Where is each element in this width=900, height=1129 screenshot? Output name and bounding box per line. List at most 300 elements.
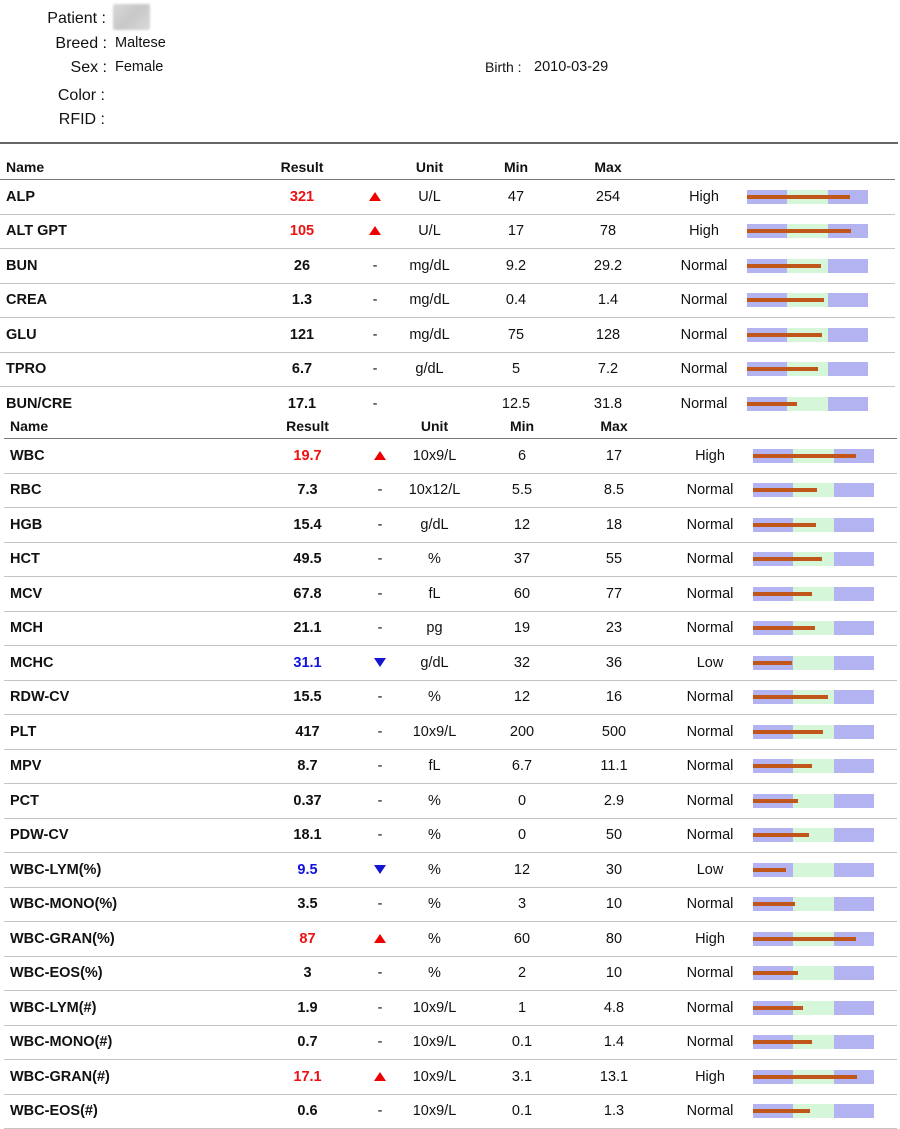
flag-indicator: - bbox=[374, 991, 386, 1026]
out-of-range-segment bbox=[834, 587, 874, 601]
range-bar-cell bbox=[753, 991, 897, 1026]
range-bar-cell bbox=[753, 542, 897, 577]
reference-min: 12.5 bbox=[501, 395, 531, 412]
reference-max: 30 bbox=[561, 853, 667, 888]
out-of-range-segment bbox=[834, 966, 874, 980]
test-unit: pg bbox=[386, 611, 483, 646]
hematology-table bbox=[4, 414, 897, 1129]
reference-min: 6 bbox=[483, 439, 561, 474]
flag-indicator: - bbox=[368, 318, 382, 353]
test-result: 8.7 bbox=[241, 749, 374, 784]
out-of-range-segment bbox=[828, 362, 868, 376]
test-result: 17.1 bbox=[287, 395, 317, 412]
reference-max: 55 bbox=[561, 542, 667, 577]
reference-max: 10 bbox=[561, 887, 667, 922]
range-bar bbox=[753, 587, 874, 601]
test-name: WBC-MONO(#) bbox=[4, 1025, 241, 1060]
test-unit: % bbox=[386, 887, 483, 922]
test-name: WBC-LYM(%) bbox=[4, 853, 241, 888]
result-level-marker bbox=[753, 557, 822, 561]
result-level-marker bbox=[753, 626, 815, 630]
range-bar-cell bbox=[753, 922, 897, 957]
reference-max: 4.8 bbox=[561, 991, 667, 1026]
flag-indicator: - bbox=[374, 542, 386, 577]
result-level-marker bbox=[747, 333, 822, 337]
reference-max: 10 bbox=[561, 956, 667, 991]
table-row bbox=[0, 180, 895, 215]
reference-max: 11.1 bbox=[561, 749, 667, 784]
table-row bbox=[4, 956, 897, 991]
range-bar bbox=[753, 725, 874, 739]
out-of-range-segment bbox=[828, 328, 868, 342]
result-level-marker bbox=[753, 764, 812, 768]
test-result: 0.37 bbox=[241, 784, 374, 819]
out-of-range-segment bbox=[828, 259, 868, 273]
test-name: RBC bbox=[4, 473, 241, 508]
flag-indicator: - bbox=[374, 715, 386, 750]
reference-max: 500 bbox=[561, 715, 667, 750]
reference-min: 0.1 bbox=[483, 1094, 561, 1129]
flag-indicator bbox=[368, 180, 382, 215]
test-result: 0.6 bbox=[241, 1094, 374, 1129]
out-of-range-segment bbox=[834, 897, 874, 911]
test-name: WBC-EOS(#) bbox=[4, 1094, 241, 1129]
range-bar-cell bbox=[753, 956, 897, 991]
normal-range-segment bbox=[793, 863, 834, 877]
table-row bbox=[4, 473, 897, 508]
reference-max: 31.8 bbox=[593, 395, 623, 412]
arrow-up-icon bbox=[374, 1072, 386, 1081]
reference-min: 5 bbox=[477, 352, 555, 387]
reference-max: 128 bbox=[555, 318, 661, 353]
result-level-marker bbox=[753, 730, 823, 734]
flag-indicator: - bbox=[374, 1025, 386, 1060]
flag-indicator: - bbox=[374, 577, 386, 612]
table-row bbox=[0, 318, 895, 353]
test-name: WBC-MONO(%) bbox=[4, 887, 241, 922]
arrow-down-icon bbox=[374, 658, 386, 667]
result-level-marker bbox=[753, 523, 816, 527]
range-bar bbox=[753, 690, 874, 704]
range-bar-cell bbox=[753, 715, 897, 750]
reference-min: 0 bbox=[483, 818, 561, 853]
reference-min: 12 bbox=[483, 508, 561, 543]
column-header-max: Max bbox=[561, 414, 667, 439]
out-of-range-segment bbox=[828, 293, 868, 307]
range-bar bbox=[753, 449, 874, 463]
result-level-marker bbox=[753, 868, 786, 872]
range-bar-cell bbox=[753, 473, 897, 508]
reference-max: 1.4 bbox=[561, 1025, 667, 1060]
table-row bbox=[4, 611, 897, 646]
range-bar bbox=[753, 552, 874, 566]
result-level-marker bbox=[747, 264, 821, 268]
range-bar bbox=[753, 828, 874, 842]
status-label: High bbox=[667, 439, 753, 474]
test-unit: 10x9/L bbox=[386, 1025, 483, 1060]
flag-indicator bbox=[368, 214, 382, 249]
reference-min: 5.5 bbox=[483, 473, 561, 508]
test-result: 7.3 bbox=[241, 473, 374, 508]
result-level-marker bbox=[753, 454, 856, 458]
out-of-range-segment bbox=[834, 1035, 874, 1049]
test-unit: % bbox=[386, 956, 483, 991]
test-unit: % bbox=[386, 542, 483, 577]
test-unit: U/L bbox=[382, 214, 477, 249]
test-unit: % bbox=[386, 784, 483, 819]
status-label: Normal bbox=[661, 249, 747, 284]
range-bar-cell bbox=[747, 352, 895, 387]
range-bar bbox=[747, 293, 868, 307]
test-result: 67.8 bbox=[241, 577, 374, 612]
status-label: Normal bbox=[667, 818, 753, 853]
test-name: TPRO bbox=[0, 352, 236, 387]
status-label: Low bbox=[667, 853, 753, 888]
result-level-marker bbox=[747, 229, 851, 233]
range-bar bbox=[747, 362, 868, 376]
breed-value: Maltese bbox=[115, 35, 166, 51]
table-row bbox=[4, 542, 897, 577]
range-bar bbox=[753, 1070, 874, 1084]
status-label: Low bbox=[667, 646, 753, 681]
reference-min: 37 bbox=[483, 542, 561, 577]
reference-min: 3 bbox=[483, 887, 561, 922]
reference-min: 9.2 bbox=[477, 249, 555, 284]
range-bar bbox=[747, 224, 868, 238]
flag-indicator: - bbox=[374, 473, 386, 508]
test-unit: g/dL bbox=[386, 508, 483, 543]
test-name: HGB bbox=[4, 508, 241, 543]
test-result: 1.9 bbox=[241, 991, 374, 1026]
result-level-marker bbox=[753, 1040, 812, 1044]
out-of-range-segment bbox=[834, 518, 874, 532]
status-label: Normal bbox=[667, 991, 753, 1026]
out-of-range-segment bbox=[834, 725, 874, 739]
test-name: WBC-LYM(#) bbox=[4, 991, 241, 1026]
range-bar-cell bbox=[747, 283, 895, 318]
result-level-marker bbox=[753, 833, 809, 837]
result-level-marker bbox=[753, 1006, 803, 1010]
result-level-marker bbox=[753, 902, 795, 906]
status-label: High bbox=[661, 180, 747, 215]
birth-value: 2010-03-29 bbox=[534, 59, 609, 75]
test-name: RDW-CV bbox=[4, 680, 241, 715]
reference-min: 12 bbox=[483, 680, 561, 715]
test-name: MCH bbox=[4, 611, 241, 646]
reference-min: 200 bbox=[483, 715, 561, 750]
result-level-marker bbox=[747, 367, 818, 371]
test-name: ALT GPT bbox=[0, 214, 236, 249]
status-label: Normal bbox=[661, 283, 747, 318]
range-bar-cell bbox=[753, 680, 897, 715]
column-header-result: Result bbox=[241, 414, 374, 439]
normal-range-segment bbox=[793, 656, 834, 670]
test-result: 121 bbox=[236, 318, 368, 353]
header-divider bbox=[0, 142, 898, 144]
reference-max: 254 bbox=[555, 180, 661, 215]
column-header-unit: Unit bbox=[382, 155, 477, 180]
test-result: 15.5 bbox=[241, 680, 374, 715]
test-name: MPV bbox=[4, 749, 241, 784]
reference-max: 50 bbox=[561, 818, 667, 853]
range-bar-cell bbox=[753, 818, 897, 853]
range-bar bbox=[747, 397, 868, 411]
reference-max: 13.1 bbox=[561, 1060, 667, 1095]
status-label: High bbox=[667, 922, 753, 957]
normal-range-segment bbox=[793, 794, 834, 808]
reference-max: 36 bbox=[561, 646, 667, 681]
normal-range-segment bbox=[793, 966, 834, 980]
range-bar-cell bbox=[753, 508, 897, 543]
reference-max: 7.2 bbox=[555, 352, 661, 387]
breed-label: Breed : bbox=[55, 35, 107, 52]
test-name: ALP bbox=[0, 180, 236, 215]
reference-max: 17 bbox=[561, 439, 667, 474]
table-row bbox=[4, 818, 897, 853]
test-unit: mg/dL bbox=[382, 249, 477, 284]
status-label: Normal bbox=[667, 749, 753, 784]
test-unit: % bbox=[386, 922, 483, 957]
out-of-range-segment bbox=[828, 397, 868, 411]
status-label: Normal bbox=[667, 1025, 753, 1060]
range-bar bbox=[753, 759, 874, 773]
table-row bbox=[4, 1025, 897, 1060]
column-header-unit: Unit bbox=[386, 414, 483, 439]
reference-min: 12 bbox=[483, 853, 561, 888]
range-bar bbox=[753, 966, 874, 980]
table-row bbox=[4, 715, 897, 750]
test-unit: g/dL bbox=[382, 352, 477, 387]
range-bar-cell bbox=[753, 1025, 897, 1060]
result-level-marker bbox=[753, 592, 812, 596]
redacted-patient-name bbox=[113, 4, 150, 30]
column-header-name: Name bbox=[0, 155, 236, 180]
table-row bbox=[0, 352, 895, 387]
test-unit: 10x9/L bbox=[386, 1060, 483, 1095]
test-unit: 10x9/L bbox=[386, 715, 483, 750]
reference-max: 80 bbox=[561, 922, 667, 957]
reference-min: 0 bbox=[483, 784, 561, 819]
column-header-result: Result bbox=[236, 155, 368, 180]
column-header-name: Name bbox=[4, 414, 241, 439]
out-of-range-segment bbox=[834, 863, 874, 877]
range-bar bbox=[753, 794, 874, 808]
out-of-range-segment bbox=[834, 656, 874, 670]
flag-indicator: - bbox=[368, 283, 382, 318]
test-result: 9.5 bbox=[241, 853, 374, 888]
patient-label: Patient : bbox=[47, 10, 106, 27]
range-bar-cell bbox=[747, 214, 895, 249]
table-header-row bbox=[0, 155, 895, 180]
column-header-max: Max bbox=[555, 155, 661, 180]
table-row bbox=[4, 887, 897, 922]
table-row bbox=[4, 1094, 897, 1129]
test-name: CREA bbox=[0, 283, 236, 318]
result-level-marker bbox=[747, 298, 824, 302]
range-bar-cell bbox=[747, 249, 895, 284]
table-row bbox=[4, 680, 897, 715]
birth-label: Birth : bbox=[485, 59, 522, 75]
test-name: WBC-GRAN(#) bbox=[4, 1060, 241, 1095]
range-bar bbox=[753, 863, 874, 877]
range-bar-cell bbox=[753, 439, 897, 474]
table-row bbox=[4, 508, 897, 543]
reference-min: 19 bbox=[483, 611, 561, 646]
result-level-marker bbox=[753, 695, 828, 699]
table-row bbox=[0, 249, 895, 284]
flag-indicator: - bbox=[374, 784, 386, 819]
reference-max: 77 bbox=[561, 577, 667, 612]
table-row bbox=[4, 646, 897, 681]
reference-min: 3.1 bbox=[483, 1060, 561, 1095]
flag-indicator: - bbox=[374, 818, 386, 853]
test-result: 6.7 bbox=[236, 352, 368, 387]
test-name: PCT bbox=[4, 784, 241, 819]
status-label: Normal bbox=[667, 473, 753, 508]
reference-max: 1.3 bbox=[561, 1094, 667, 1129]
arrow-down-icon bbox=[374, 865, 386, 874]
arrow-up-icon bbox=[369, 192, 381, 201]
test-unit: % bbox=[386, 680, 483, 715]
chemistry-table bbox=[0, 155, 895, 421]
test-name: PDW-CV bbox=[4, 818, 241, 853]
reference-min: 0.4 bbox=[477, 283, 555, 318]
test-result: 15.4 bbox=[241, 508, 374, 543]
range-bar bbox=[747, 190, 868, 204]
range-bar bbox=[753, 483, 874, 497]
table-row bbox=[4, 1060, 897, 1095]
test-result: 31.1 bbox=[241, 646, 374, 681]
test-name: BUN/CRE bbox=[6, 395, 73, 412]
arrow-up-icon bbox=[369, 226, 381, 235]
test-name: GLU bbox=[0, 318, 236, 353]
table-row bbox=[4, 922, 897, 957]
test-result: 21.1 bbox=[241, 611, 374, 646]
range-bar bbox=[753, 518, 874, 532]
range-bar-cell bbox=[753, 887, 897, 922]
range-bar bbox=[753, 656, 874, 670]
result-level-marker bbox=[753, 1109, 810, 1113]
table-row bbox=[4, 784, 897, 819]
test-result: 18.1 bbox=[241, 818, 374, 853]
test-name: WBC bbox=[4, 439, 241, 474]
flag-indicator: - bbox=[374, 508, 386, 543]
test-name: PLT bbox=[4, 715, 241, 750]
result-level-marker bbox=[747, 195, 850, 199]
test-result: 19.7 bbox=[241, 439, 374, 474]
test-unit: mg/dL bbox=[382, 283, 477, 318]
range-bar bbox=[753, 1001, 874, 1015]
status-label: Normal bbox=[667, 508, 753, 543]
reference-min: 6.7 bbox=[483, 749, 561, 784]
test-unit: 10x9/L bbox=[386, 991, 483, 1026]
range-bar-cell bbox=[753, 646, 897, 681]
reference-max: 18 bbox=[561, 508, 667, 543]
table-row bbox=[4, 577, 897, 612]
status-label: Normal bbox=[667, 577, 753, 612]
range-bar-cell bbox=[753, 1060, 897, 1095]
reference-max: 78 bbox=[555, 214, 661, 249]
reference-min: 47 bbox=[477, 180, 555, 215]
out-of-range-segment bbox=[834, 690, 874, 704]
table-row bbox=[4, 853, 897, 888]
reference-max: 8.5 bbox=[561, 473, 667, 508]
range-bar bbox=[753, 621, 874, 635]
test-name: MCHC bbox=[4, 646, 241, 681]
flag-indicator: - bbox=[374, 749, 386, 784]
test-name: WBC-GRAN(%) bbox=[4, 922, 241, 957]
sex-value: Female bbox=[115, 59, 164, 75]
reference-min: 32 bbox=[483, 646, 561, 681]
test-unit: 10x9/L bbox=[386, 1094, 483, 1129]
table-row bbox=[4, 439, 897, 474]
status-label: Normal bbox=[680, 395, 728, 412]
arrow-up-icon bbox=[374, 934, 386, 943]
range-bar bbox=[753, 932, 874, 946]
test-result: 3 bbox=[241, 956, 374, 991]
out-of-range-segment bbox=[834, 794, 874, 808]
flag-indicator: - bbox=[374, 680, 386, 715]
color-label: Color : bbox=[57, 87, 105, 104]
flag-indicator bbox=[374, 922, 386, 957]
test-result: 87 bbox=[241, 922, 374, 957]
result-level-marker bbox=[753, 799, 798, 803]
range-bar-cell bbox=[753, 1094, 897, 1129]
range-bar-cell bbox=[753, 784, 897, 819]
status-label: Normal bbox=[667, 956, 753, 991]
range-bar-cell bbox=[747, 180, 895, 215]
range-bar-cell bbox=[753, 749, 897, 784]
test-result: 1.3 bbox=[236, 283, 368, 318]
status-label: Normal bbox=[667, 784, 753, 819]
result-level-marker bbox=[753, 1075, 857, 1079]
table-row bbox=[0, 283, 895, 318]
normal-range-segment bbox=[793, 897, 834, 911]
test-unit: U/L bbox=[382, 180, 477, 215]
reference-max: 29.2 bbox=[555, 249, 661, 284]
rfid-label: RFID : bbox=[58, 111, 105, 128]
test-unit: fL bbox=[386, 577, 483, 612]
test-result: 417 bbox=[241, 715, 374, 750]
test-unit: % bbox=[386, 818, 483, 853]
test-unit: g/dL bbox=[386, 646, 483, 681]
test-result: 49.5 bbox=[241, 542, 374, 577]
result-level-marker bbox=[753, 661, 792, 665]
test-unit: mg/dL bbox=[382, 318, 477, 353]
range-bar bbox=[753, 1104, 874, 1118]
status-label: Normal bbox=[661, 352, 747, 387]
result-level-marker bbox=[753, 971, 798, 975]
status-label: Normal bbox=[667, 611, 753, 646]
reference-max: 1.4 bbox=[555, 283, 661, 318]
flag-indicator: - bbox=[368, 352, 382, 387]
test-unit: % bbox=[386, 853, 483, 888]
status-label: Normal bbox=[667, 1094, 753, 1129]
reference-max: 23 bbox=[561, 611, 667, 646]
out-of-range-segment bbox=[834, 483, 874, 497]
reference-max: 16 bbox=[561, 680, 667, 715]
status-label: Normal bbox=[661, 318, 747, 353]
status-label: Normal bbox=[667, 542, 753, 577]
test-result: 17.1 bbox=[241, 1060, 374, 1095]
flag-indicator bbox=[374, 439, 386, 474]
range-bar bbox=[747, 259, 868, 273]
flag-indicator bbox=[374, 646, 386, 681]
reference-min: 2 bbox=[483, 956, 561, 991]
test-result: 0.7 bbox=[241, 1025, 374, 1060]
result-level-marker bbox=[753, 937, 856, 941]
reference-min: 75 bbox=[477, 318, 555, 353]
